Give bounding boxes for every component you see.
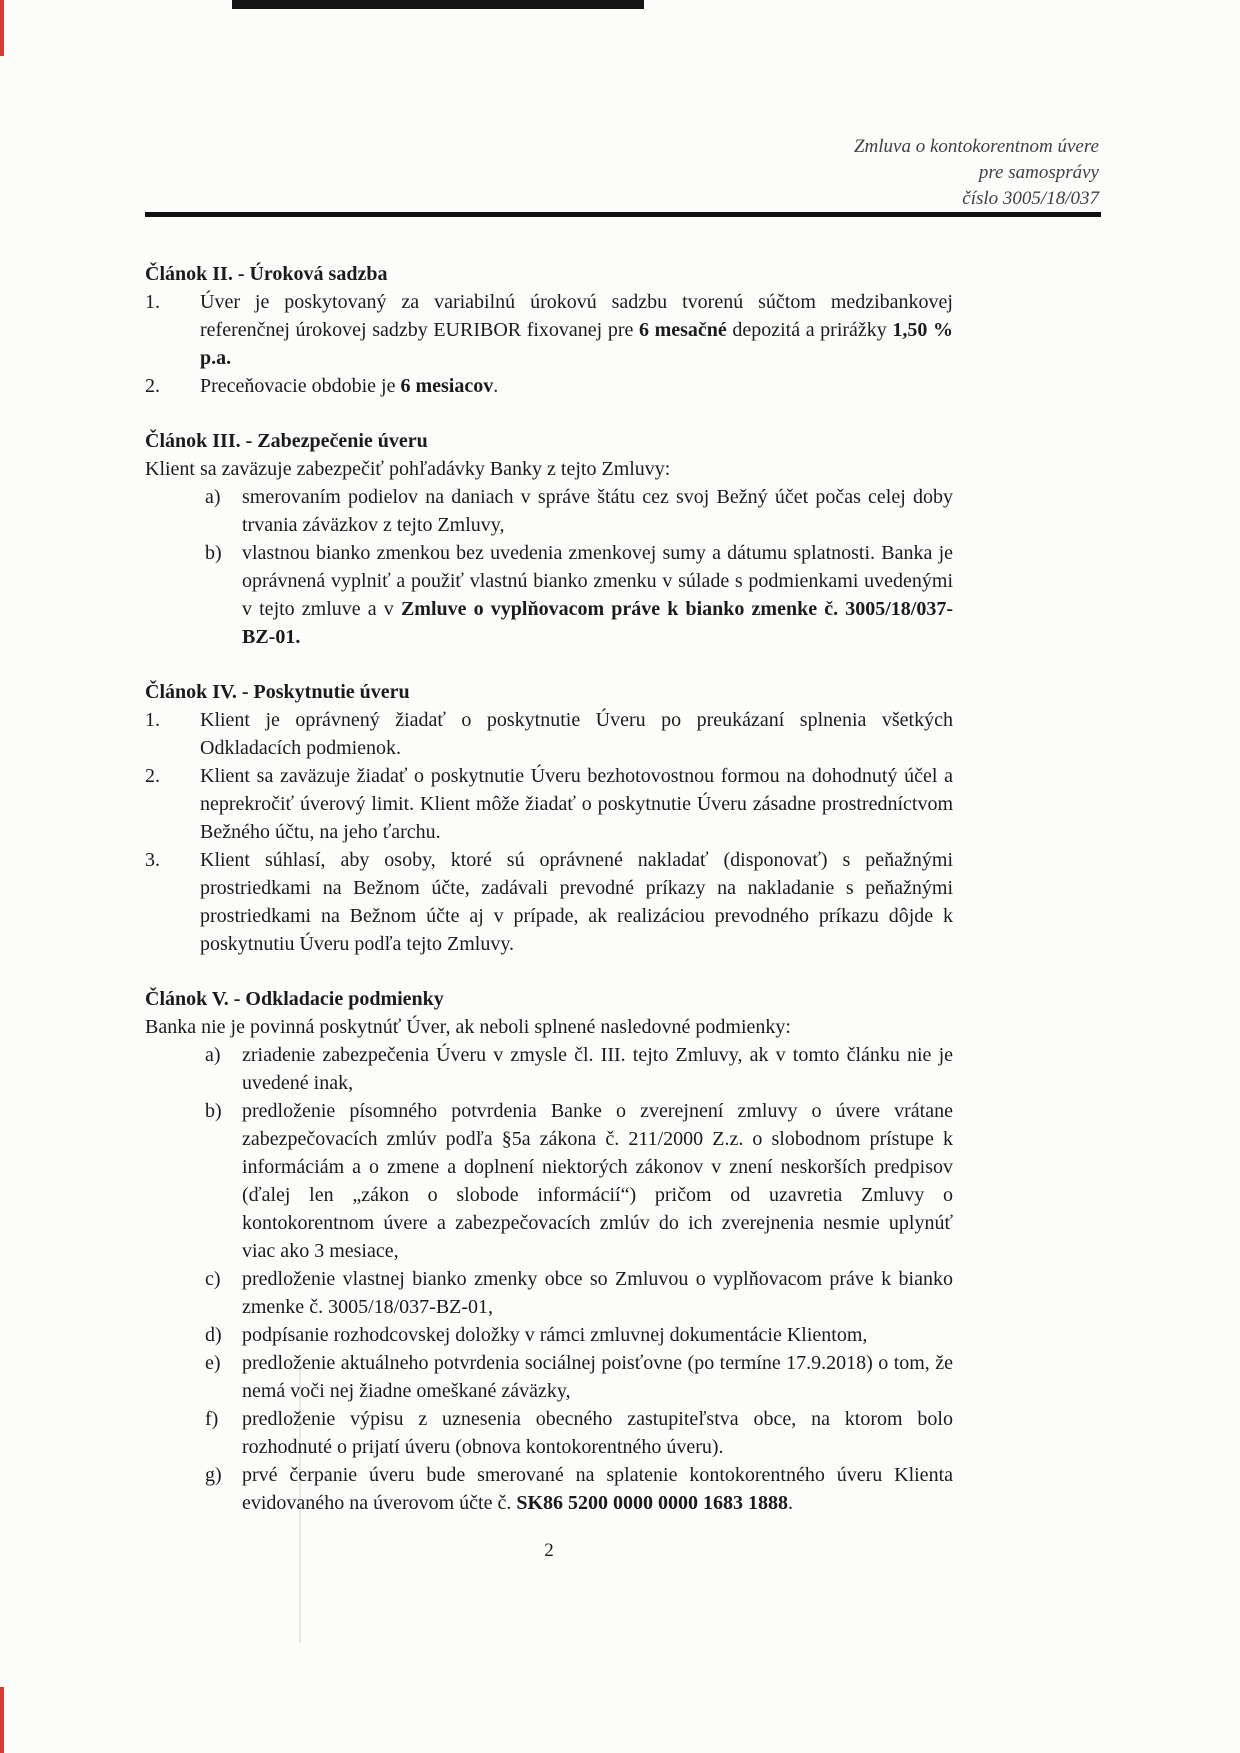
list-item <box>145 372 953 400</box>
list-item <box>145 1321 953 1349</box>
header-line-contract-number: číslo 3005/18/037 <box>962 188 1099 209</box>
list-marker: b) <box>205 542 222 564</box>
list-marker: 1. <box>145 709 160 731</box>
article-title: Článok V. - Odkladacie podmienky <box>145 988 444 1010</box>
list-item <box>145 483 953 539</box>
list-text: zriadenie zabezpečenia Úveru v zmysle čl. III. tejto Zmluvy, ak v tomto článku nie je uvedené inak, <box>242 1044 953 1094</box>
list-marker: 1. <box>145 291 160 313</box>
article-title: Článok II. - Úroková sadzba <box>145 263 388 285</box>
list-text: Klient súhlasí, aby osoby, ktoré sú oprávnené nakladať (disponovať) s peňažnými prostriedkami na Bežnom účte, zadávali prevodné príkazy na nakladanie s peňažnými prostriedkami na Bežnom účte aj v prípade, ak realizáciou prevodného príkazu dôjde k poskytnutiu Úveru podľa tejto Zmluvy. <box>200 849 953 955</box>
list-item <box>145 1265 953 1321</box>
list-text: predloženie vlastnej bianko zmenky obce so Zmluvou o vyplňovacom práve k bianko zmenke č. 3005/18/037-BZ-01, <box>242 1268 953 1318</box>
list-item <box>145 1461 953 1517</box>
list-marker: e) <box>205 1352 221 1374</box>
article-iii-loan-security <box>145 427 953 651</box>
list-item <box>145 539 953 651</box>
list-text: predloženie aktuálneho potvrdenia sociálnej poisťovne (po termíne 17.9.2018) o tom, že nemá voči nej žiadne omeškané záväzky, <box>242 1352 953 1402</box>
header-line-contract-type: Zmluva o kontokorentnom úvere <box>853 136 1099 157</box>
article-iv-loan-provision <box>145 678 953 958</box>
page-number: 2 <box>544 1540 554 1561</box>
article-ii-interest-rate <box>145 260 953 400</box>
list-text: smerovaním podielov na daniach v správe štátu cez svoj Bežný účet počas celej doby trvania záväzkov z tejto Zmluvy, <box>242 486 953 536</box>
document-header <box>145 134 1099 212</box>
list-text: predloženie výpisu z uznesenia obecného zastupiteľstva obce, na ktorom bolo rozhodnuté o prijatí úveru (obnova kontokorentného úveru). <box>242 1408 953 1458</box>
scan-edge-mark-top <box>0 0 4 56</box>
redaction-artifact <box>232 0 644 9</box>
header-divider <box>145 212 1101 217</box>
list-text: predloženie písomného potvrdenia Banke o zverejnení zmluvy o úvere vrátane zabezpečovacích zmlúv podľa §5a zákona č. 211/2000 Z.z. o slobodnom prístupe k informáciám a o zmene a doplnení niektorých zákonov v znení neskorších predpisov (ďalej len „zákon o slobode informácií“) pričom od uzavretia Zmluvy o kontokorentnom úvere a zabezpečovacích zmlúv do ich zverejnenia nesmie uplynúť viac ako 3 mesiace, <box>242 1100 953 1262</box>
article-v-suspensive-conditions <box>145 985 953 1517</box>
list-text: vlastnou bianko zmenkou bez uvedenia zmenkovej sumy a dátumu splatnosti. Banka je oprávnená vyplniť a použiť vlastnú bianko zmenku v súlade s podmienkami uvedenými v tejto zmluve a v Zmluve o vyplňovacom práve k bianko zmenke č. 3005/18/037-BZ-01. <box>242 542 954 648</box>
article-intro: Klient sa zaväzuje zabezpečiť pohľadávky Banky z tejto Zmluvy: <box>145 458 671 480</box>
list-item <box>145 1097 953 1265</box>
header-line-audience: pre samosprávy <box>978 162 1099 183</box>
list-item <box>145 1349 953 1405</box>
list-text: Klient sa zaväzuje žiadať o poskytnutie Úveru bezhotovostnou formou na dohodnutý účel a neprekročiť úverový limit. Klient môže žiadať o poskytnutie Úveru zásadne prostredníctvom Bežného účtu, na jeho ťarchu. <box>200 765 953 843</box>
list-marker: 2. <box>145 765 160 787</box>
list-item <box>145 846 953 958</box>
list-marker: b) <box>205 1100 222 1122</box>
list-text: Úver je poskytovaný za variabilnú úrokovú sadzbu tvorenú súčtom medzibankovej referenčnej úrokovej sadzby EURIBOR fixovanej pre 6 mesačné depozitá a prirážky 1,50 % p.a. <box>200 291 953 369</box>
list-item <box>145 1041 953 1097</box>
list-marker: f) <box>205 1408 219 1430</box>
list-marker: 2. <box>145 375 160 397</box>
list-text: podpísanie rozhodcovskej doložky v rámci zmluvnej dokumentácie Klientom, <box>242 1324 868 1346</box>
list-text: Preceňovacie obdobie je 6 mesiacov. <box>200 375 499 397</box>
list-marker: c) <box>205 1268 221 1290</box>
scan-edge-mark-bottom <box>0 1687 4 1753</box>
list-marker: 3. <box>145 849 160 871</box>
list-text: prvé čerpanie úveru bude smerované na splatenie kontokorentného úveru Klienta evidovaného na úverovom účte č. SK86 5200 0000 0000 1683 1888. <box>242 1464 953 1514</box>
document-body <box>145 260 953 1544</box>
list-marker: d) <box>205 1324 222 1346</box>
article-title: Článok III. - Zabezpečenie úveru <box>145 430 428 452</box>
list-marker: a) <box>205 1044 221 1066</box>
list-item <box>145 1405 953 1461</box>
list-item <box>145 706 953 762</box>
list-marker: g) <box>205 1464 222 1486</box>
article-intro: Banka nie je povinná poskytnúť Úver, ak neboli splnené nasledovné podmienky: <box>145 1016 791 1038</box>
article-title: Článok IV. - Poskytnutie úveru <box>145 681 410 703</box>
list-text: Klient je oprávnený žiadať o poskytnutie Úveru po preukázaní splnenia všetkých Odkladacích podmienok. <box>200 709 953 759</box>
list-marker: a) <box>205 486 221 508</box>
list-item <box>145 288 953 372</box>
list-item <box>145 762 953 846</box>
